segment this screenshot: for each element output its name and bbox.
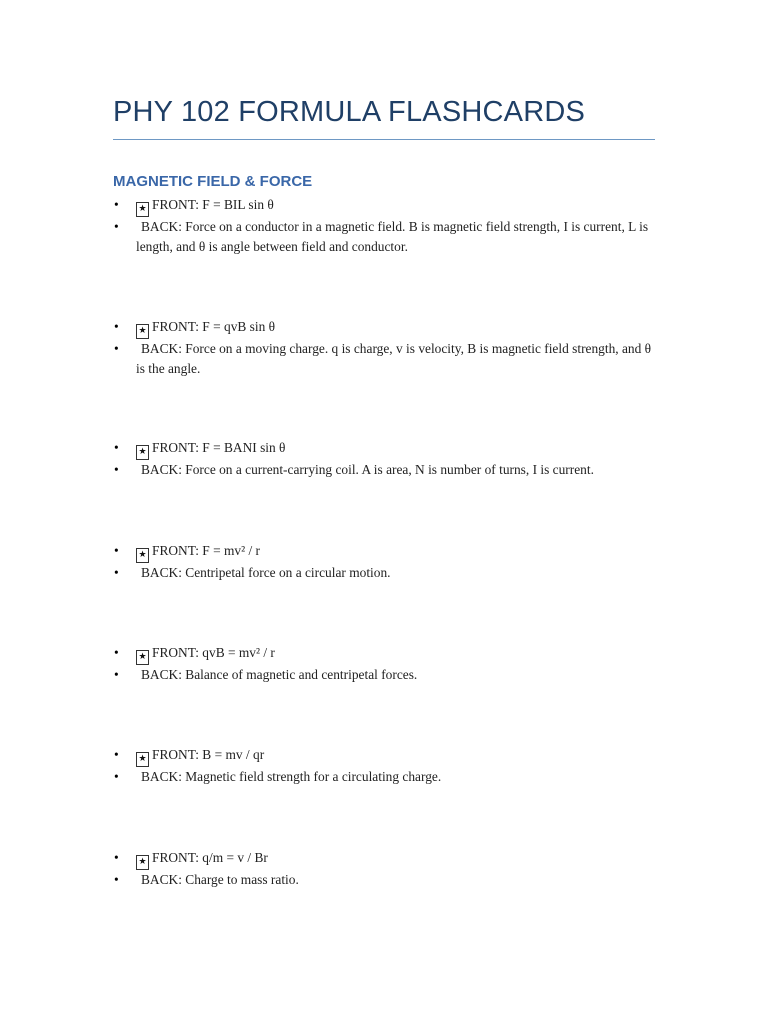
bullet-icon: • (114, 565, 119, 580)
flashcard (113, 438, 663, 480)
back-text: BACK: Charge to mass ratio. (141, 872, 299, 887)
front-text: FRONT: B = mv / qr (152, 747, 265, 762)
flashcard (113, 195, 663, 257)
flashcard-back (113, 339, 663, 379)
flashcard (113, 643, 663, 685)
star-icon: ★ (136, 445, 149, 460)
bullet-icon: • (114, 341, 119, 356)
flashcard-back (113, 665, 663, 685)
back-text: BACK: Centripetal force on a circular motion. (141, 565, 391, 580)
section-heading: MAGNETIC FIELD & FORCE (113, 173, 313, 190)
flashcard-back (113, 217, 663, 257)
star-icon: ★ (136, 855, 149, 870)
front-text: FRONT: qvB = mv² / r (152, 645, 275, 660)
front-text: FRONT: F = qvB sin θ (152, 319, 276, 334)
flashcard-front (113, 541, 663, 563)
bullet-icon: • (114, 645, 119, 660)
front-text: FRONT: q/m = v / Br (152, 850, 268, 865)
back-text: BACK: Force on a conductor in a magnetic field. B is magnetic field strength, I is current, L is length, and θ is angle between field and conductor. (136, 219, 649, 254)
bullet-icon: • (114, 462, 119, 477)
flashcard (113, 848, 663, 890)
page-title: PHY 102 FORMULA FLASHCARDS (113, 96, 586, 128)
star-icon: ★ (136, 324, 149, 339)
back-text: BACK: Balance of magnetic and centripetal forces. (141, 667, 418, 682)
flashcard-back (113, 767, 663, 787)
bullet-icon: • (114, 850, 119, 865)
bullet-icon: • (114, 747, 119, 762)
title-underline (113, 139, 655, 140)
front-text: FRONT: F = BANI sin θ (152, 440, 286, 455)
star-icon: ★ (136, 752, 149, 767)
flashcard-back (113, 870, 663, 890)
flashcard-back (113, 563, 663, 583)
star-icon: ★ (136, 202, 149, 217)
flashcard-front (113, 643, 663, 665)
front-text: FRONT: F = BIL sin θ (152, 197, 274, 212)
flashcard-front (113, 195, 663, 217)
flashcard (113, 317, 663, 379)
flashcard-front (113, 317, 663, 339)
bullet-icon: • (114, 667, 119, 682)
back-text: BACK: Force on a current-carrying coil. A is area, N is number of turns, I is current. (141, 462, 594, 477)
flashcard (113, 745, 663, 787)
bullet-icon: • (114, 319, 119, 334)
back-text: BACK: Magnetic field strength for a circulating charge. (141, 769, 442, 784)
bullet-icon: • (114, 769, 119, 784)
bullet-icon: • (114, 219, 119, 234)
bullet-icon: • (114, 872, 119, 887)
bullet-icon: • (114, 543, 119, 558)
bullet-icon: • (114, 197, 119, 212)
star-icon: ★ (136, 548, 149, 563)
star-icon: ★ (136, 650, 149, 665)
front-text: FRONT: F = mv² / r (152, 543, 260, 558)
flashcard-front (113, 848, 663, 870)
flashcard-front (113, 438, 663, 460)
flashcard-front (113, 745, 663, 767)
flashcard (113, 541, 663, 583)
flashcard-back (113, 460, 663, 480)
bullet-icon: • (114, 440, 119, 455)
back-text: BACK: Force on a moving charge. q is charge, v is velocity, B is magnetic field strength, and θ is the angle. (136, 341, 652, 376)
